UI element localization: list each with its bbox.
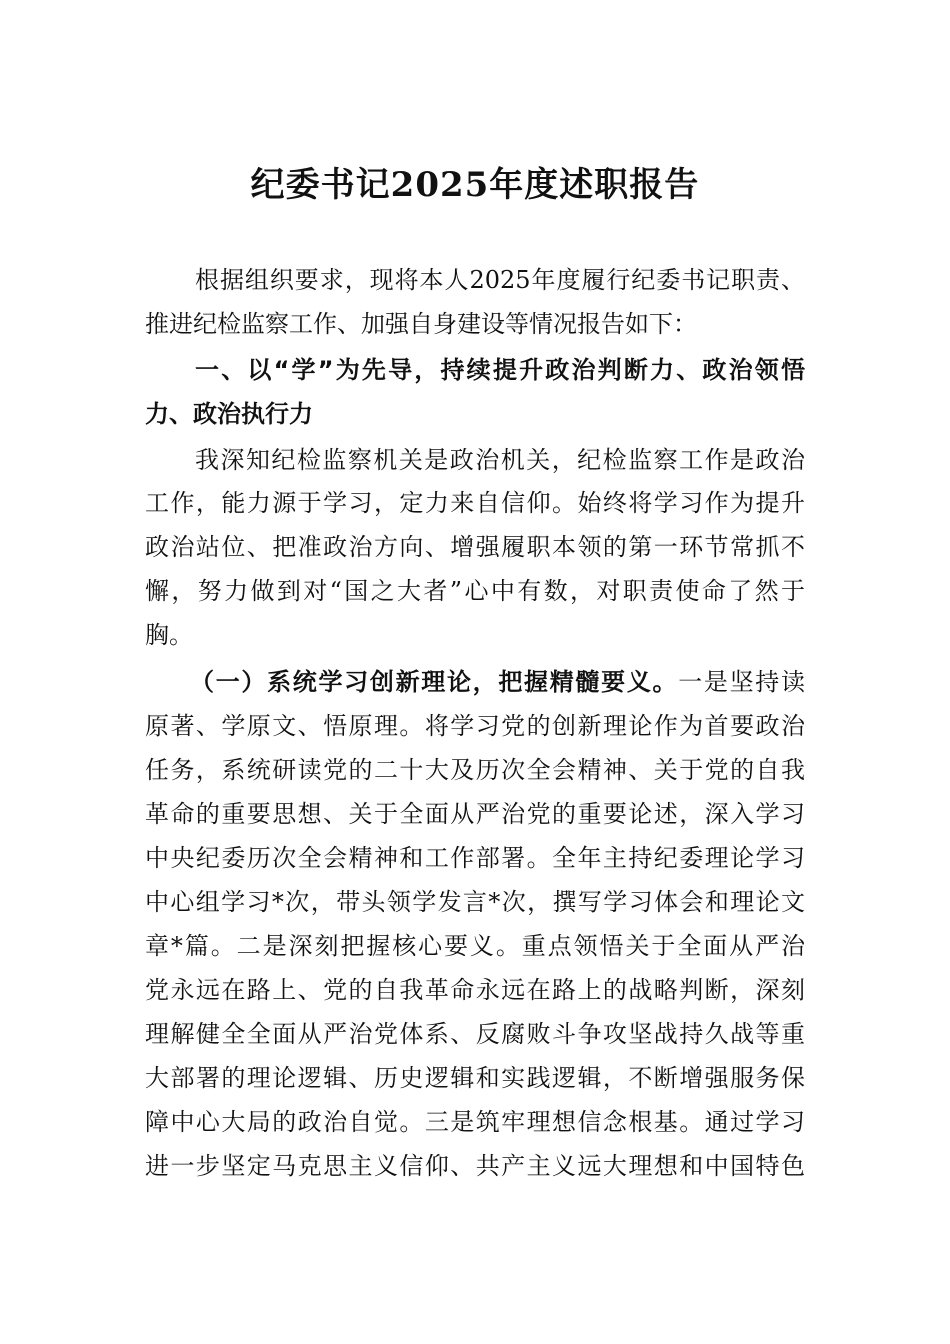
- paragraph-line: 中心组学习*次，带头领学发言*次，撰写学习体会和理论文: [145, 888, 805, 916]
- paragraph-line: 革命的重要思想、关于全面从严治党的重要论述，深入学习: [145, 800, 805, 828]
- subsection-first-line: [190, 667, 805, 697]
- paragraph-line: 中央纪委历次全会精神和工作部署。全年主持纪委理论学习: [145, 844, 805, 872]
- paragraph-line: 党永远在路上、党的自我革命永远在路上的战略判断，深刻: [145, 976, 805, 1004]
- paragraph-line: 障中心大局的政治自觉。三是筑牢理想信念根基。通过学习: [145, 1108, 805, 1136]
- paragraph-line: 我深知纪检监察机关是政治机关，纪检监察工作是政治: [195, 446, 805, 474]
- paragraph-line: 进一步坚定马克思主义信仰、共产主义远大理想和中国特色: [145, 1152, 805, 1180]
- paragraph-line: 胸。: [145, 621, 193, 649]
- subsection-text: 一是坚持读: [678, 668, 806, 696]
- paragraph-line: 理解健全全面从严治党体系、反腐败斗争攻坚战持久战等重: [145, 1020, 805, 1048]
- paragraph-line: 原著、学原文、悟原理。将学习党的创新理论作为首要政治: [145, 712, 805, 740]
- paragraph-line: 懈，努力做到对“国之大者”心中有数，对职责使命了然于: [145, 577, 805, 605]
- paragraph-line: 政治站位、把准政治方向、增强履职本领的第一环节常抓不: [145, 533, 805, 561]
- paragraph-line: 章*篇。二是深刻把握核心要义。重点领悟关于全面从严治: [145, 932, 805, 960]
- intro-line: 根据组织要求，现将本人2025年度履行纪委书记职责、: [195, 266, 805, 294]
- paragraph-line: 大部署的理论逻辑、历史逻辑和实践逻辑，不断增强服务保: [145, 1064, 805, 1092]
- intro-line: 推进纪检监察工作、加强自身建设等情况报告如下：: [145, 310, 697, 338]
- paragraph-line: 任务，系统研读党的二十大及历次全会精神、关于党的自我: [145, 756, 805, 784]
- section-heading: 力、政治执行力: [145, 400, 313, 428]
- section-heading: 一、以“学”为先导，持续提升政治判断力、政治领悟: [195, 356, 805, 384]
- paragraph-line: 工作，能力源于学习，定力来自信仰。始终将学习作为提升: [145, 489, 805, 517]
- document-title: 纪委书记2025年度述职报告: [250, 165, 700, 205]
- subsection-heading: （一）系统学习创新理论，把握精髓要义。: [190, 667, 679, 696]
